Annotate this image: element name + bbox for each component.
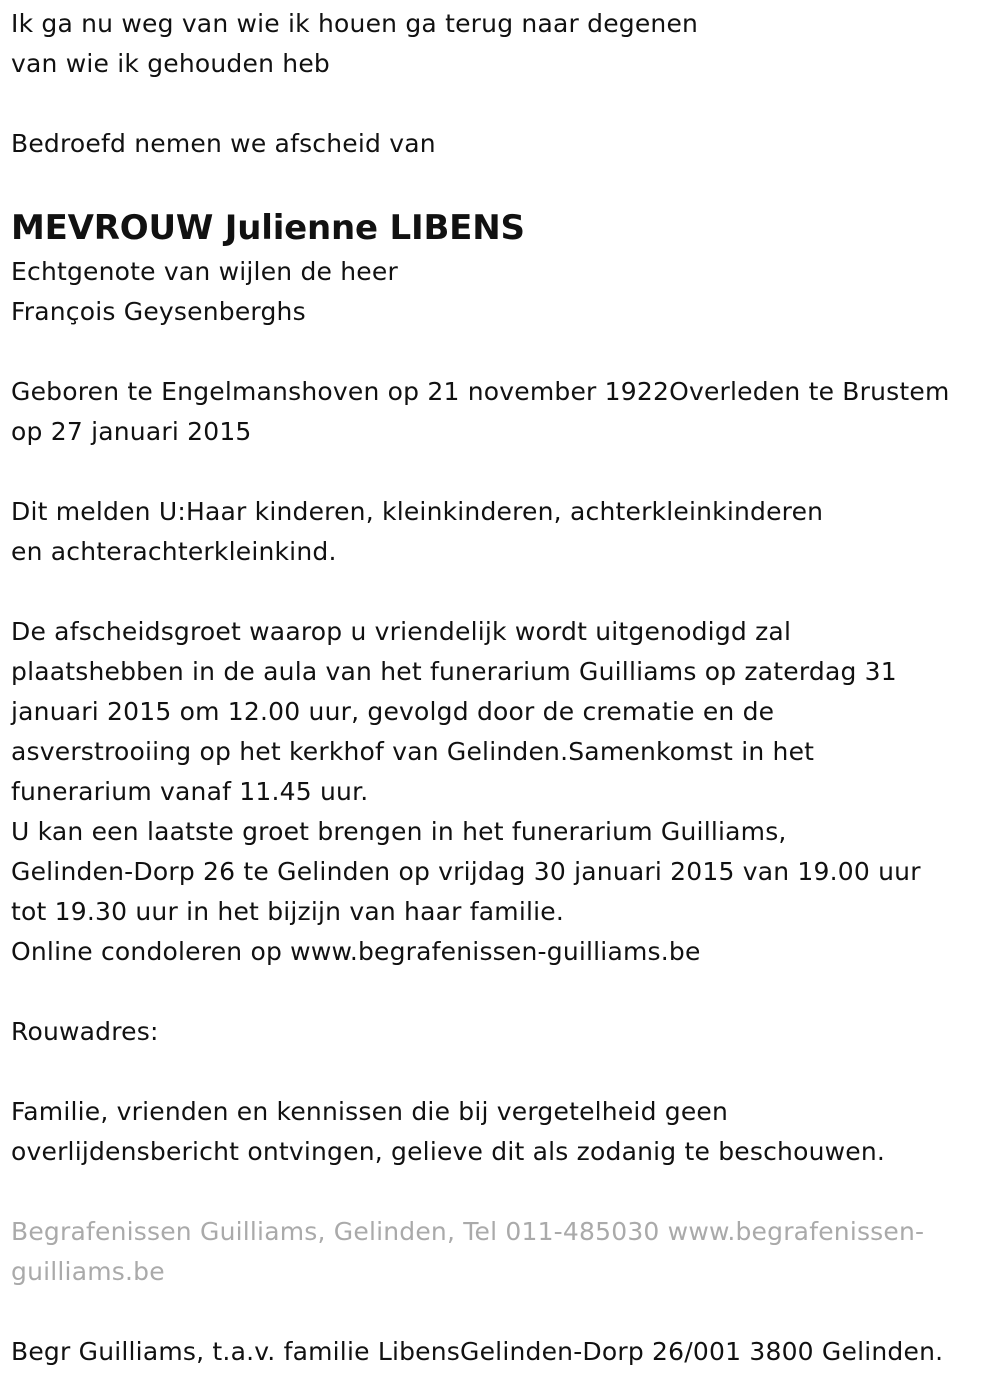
- intro-line-2: van wie ik gehouden heb: [11, 49, 330, 78]
- spacer: [11, 972, 991, 1012]
- spacer: [11, 572, 991, 612]
- ceremony-line: Gelinden-Dorp 26 te Gelinden op vrijdag 30 januari 2015 van 19.00 uur: [11, 857, 921, 886]
- spacer: [11, 1172, 991, 1212]
- ceremony-line: januari 2015 om 12.00 uur, gevolgd door de crematie en de: [11, 697, 775, 726]
- funeral-home-line-1: Begrafenissen Guilliams, Gelinden, Tel 011-485030 www.begrafenissen-: [11, 1217, 925, 1246]
- ceremony-line: plaatshebben in de aula van het funerarium Guilliams op zaterdag 31: [11, 657, 897, 686]
- spacer: [11, 1292, 991, 1332]
- ceremony-line: asverstrooiing op het kerkhof van Gelinden.Samenkomst in het: [11, 737, 815, 766]
- online-condolence-line: Online condoleren op www.begrafenissen-guilliams.be: [11, 937, 701, 966]
- mourning-address: Begr Guilliams, t.a.v. familie LibensGelinden-Dorp 26/001 3800 Gelinden.: [11, 1337, 944, 1366]
- intro-line-1: Ik ga nu weg van wie ik houen ga terug naar degenen: [11, 9, 699, 38]
- spacer: [11, 452, 991, 492]
- spouse-line-2: François Geysenberghs: [11, 297, 306, 326]
- dates-line-1: Geboren te Engelmanshoven op 21 november 1922Overleden te Brustem: [11, 377, 950, 406]
- announcers-line-2: en achterachterkleinkind.: [11, 537, 337, 566]
- spacer: [11, 1052, 991, 1092]
- notice-line-2: overlijdensbericht ontvingen, gelieve dit als zodanig te beschouwen.: [11, 1137, 886, 1166]
- ceremony-paragraph: [11, 612, 991, 972]
- ceremony-line: funerarium vanaf 11.45 uur.: [11, 777, 369, 806]
- spouse-line-1: Echtgenote van wijlen de heer: [11, 257, 398, 286]
- spacer: [11, 164, 991, 204]
- mourning-address-label: Rouwadres:: [11, 1017, 159, 1046]
- notice-line-1: Familie, vrienden en kennissen die bij vergetelheid geen: [11, 1097, 729, 1126]
- spacer: [11, 84, 991, 124]
- dates-line-2: op 27 januari 2015: [11, 417, 252, 446]
- spacer: [11, 332, 991, 372]
- announcers-line-1: Dit melden U:Haar kinderen, kleinkinderen, achterkleinkinderen: [11, 497, 824, 526]
- deceased-name: MEVROUW Julienne LIBENS: [11, 208, 525, 248]
- ceremony-line: U kan een laatste groet brengen in het funerarium Guilliams,: [11, 817, 787, 846]
- obituary-document: [11, 4, 991, 1372]
- ceremony-line: De afscheidsgroet waarop u vriendelijk wordt uitgenodigd zal: [11, 617, 792, 646]
- announcement: Bedroefd nemen we afscheid van: [11, 129, 436, 158]
- ceremony-line: tot 19.30 uur in het bijzijn van haar familie.: [11, 897, 565, 926]
- funeral-home-line-2: guilliams.be: [11, 1257, 165, 1286]
